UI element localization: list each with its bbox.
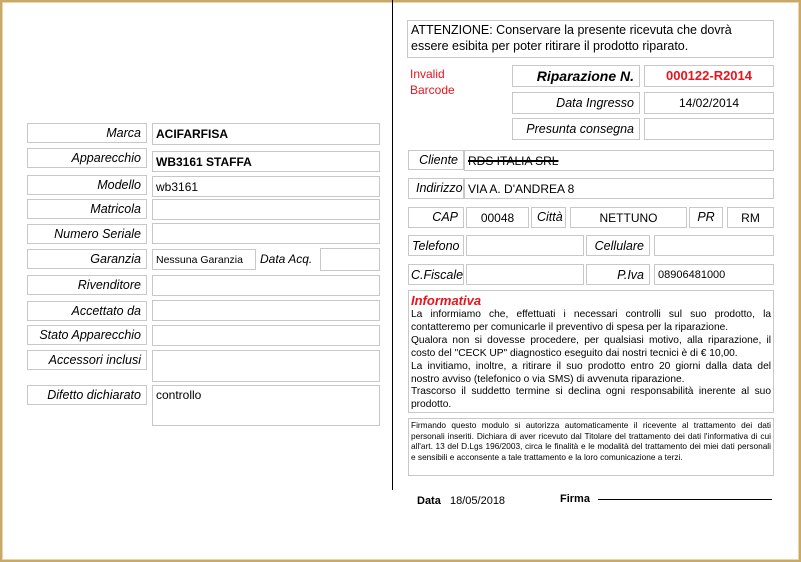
numero-seriale-field[interactable] [152, 223, 380, 244]
accettato-da-label: Accettato da [27, 301, 147, 321]
apparecchio-field[interactable]: WB3161 STAFFA [152, 151, 380, 172]
pr-field[interactable]: RM [727, 207, 774, 228]
riparazione-label: Riparazione N. [512, 65, 640, 87]
data-acq-field[interactable] [320, 248, 380, 271]
cliente-label: Cliente [408, 150, 464, 170]
numero-seriale-label: Numero Seriale [27, 224, 147, 244]
data-ingresso-field[interactable]: 14/02/2014 [644, 92, 774, 114]
cellulare-field[interactable] [654, 235, 774, 256]
accessori-inclusi-field[interactable] [152, 350, 380, 382]
cap-label: CAP [408, 207, 464, 228]
data-acq-label: Data Acq. [260, 252, 313, 266]
presunta-consegna-label: Presunta consegna [512, 118, 640, 140]
attenzione-notice: ATTENZIONE: Conservare la presente ricevuta che dovrà essere esibita per poter ritirare il prodotto riparato. [407, 20, 774, 58]
stato-apparecchio-field[interactable] [152, 325, 380, 346]
informativa-paragraph: La invitiamo, inoltre, a ritirare il suo prodotto entro 20 giorni dalla data del nostro avviso (telefonico o via SMS) di avvenuta riparazione. [411, 360, 771, 385]
marca-label: Marca [27, 123, 147, 143]
indirizzo-label: Indirizzo [408, 178, 464, 199]
informativa-paragraph: Trascorso il suddetto termine si declina ogni responsabilità inerente al suo prodotto. [411, 386, 771, 411]
informativa-box [408, 290, 774, 413]
citta-label: Città [531, 207, 566, 228]
piva-field[interactable]: 08906481000 [654, 264, 774, 285]
informativa-paragraph: Qualora non si dovesse procedere, per qualsiasi motivo, alla riparazione, il costo del "CECK UP" diagnostico eseguito dai nostri tecnici è di € 10,00. [411, 334, 771, 359]
pr-label: PR [689, 207, 723, 228]
privacy-consent-text: Firmando questo modulo si autorizza automaticamente il ricevente al trattamento dei dati personali inseriti. Dichiara di aver ricevuto dal Titolare del trattamento dei dati l'informativa di cui all'art. 13 del D.Lgs 196/2003, circa le finalità e le modalità del trattamento dei miei dati personali e sensibili e acconsente a tale trattamento e la loro comunicazione a terzi. [408, 418, 774, 476]
firma-label: Firma [560, 493, 590, 505]
accessori-inclusi-label: Accessori inclusi [27, 350, 147, 370]
apparecchio-label: Apparecchio [27, 148, 147, 168]
matricola-label: Matricola [27, 199, 147, 219]
piva-label: P.Iva [586, 264, 650, 285]
invalid-barcode-text: Invalid Barcode [410, 67, 455, 97]
data-ingresso-label: Data Ingresso [512, 92, 640, 114]
difetto-dichiarato-label: Difetto dichiarato [27, 385, 147, 405]
telefono-field[interactable] [466, 235, 584, 256]
cellulare-label: Cellulare [586, 235, 650, 256]
modello-label: Modello [27, 175, 147, 195]
informativa-paragraph: La informiamo che, effettuati i necessari controlli sul suo prodotto, la contatteremo per comunicarle il preventivo di spesa per la riparazione. [411, 309, 771, 333]
presunta-consegna-field[interactable] [644, 118, 774, 140]
difetto-dichiarato-field[interactable]: controllo [152, 385, 380, 426]
citta-field[interactable]: NETTUNO [570, 207, 687, 228]
cfiscale-label: C.Fiscale [408, 264, 464, 285]
cap-field[interactable]: 00048 [466, 207, 529, 228]
cliente-field[interactable] [464, 150, 774, 171]
garanzia-label: Garanzia [27, 249, 147, 269]
matricola-field[interactable] [152, 199, 380, 220]
data-value: 18/05/2018 [450, 495, 506, 507]
marca-field[interactable]: ACIFARFISA [152, 123, 380, 145]
garanzia-field[interactable]: Nessuna Garanzia [152, 249, 256, 270]
indirizzo-field[interactable]: VIA A. D'ANDREA 8 [464, 178, 774, 199]
rivenditore-field[interactable] [152, 275, 380, 296]
signature-line[interactable] [598, 499, 772, 500]
data-label: Data [417, 495, 441, 507]
cfiscale-field[interactable] [466, 264, 584, 285]
rivenditore-label: Rivenditore [27, 275, 147, 295]
cliente-value-scribbled: RDS ITALIA SRL [468, 154, 559, 168]
riparazione-number: 000122-R2014 [644, 65, 774, 87]
informativa-title: Informativa [411, 293, 482, 308]
accettato-da-field[interactable] [152, 300, 380, 321]
telefono-label: Telefono [408, 235, 464, 256]
stato-apparecchio-label: Stato Apparecchio [27, 325, 147, 345]
modello-field[interactable]: wb3161 [152, 176, 380, 197]
vertical-divider [392, 0, 393, 490]
